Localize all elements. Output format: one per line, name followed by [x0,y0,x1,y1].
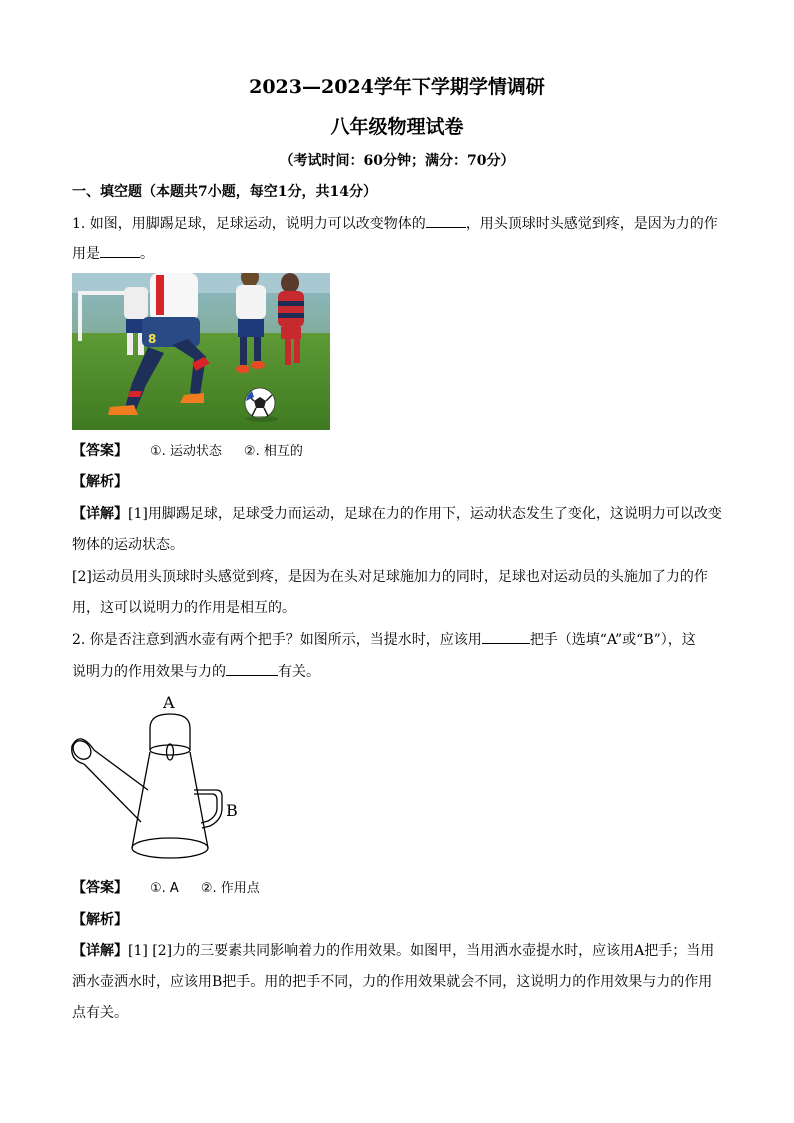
label-a: A [163,693,175,712]
section-heading: 一、填空题（本题共7小题，每空1分，共14分） [72,184,377,200]
q2-analysis-label: 【解析】 [72,912,128,928]
watering-can-diagram [70,690,250,865]
q2-detail-line3: 点有关。 [72,1005,128,1021]
detail-label: 【详解】 [72,943,128,959]
q1-stem-line2 [72,243,722,264]
q1-text: 用是 [72,246,100,262]
q2-blank-2[interactable] [226,661,278,676]
soccer-photo-illustration [72,273,330,430]
q1-answer-1: ①. 运动状态 [150,444,222,459]
exam-info: （考试时间：60分钟；满分：70分） [279,153,515,169]
q1-text: ，用头顶球时头感觉到疼，是因为力的作 [465,216,718,232]
soccer-photo [72,273,330,430]
q1-text: 1. 如图，用脚踢足球，足球运动，说明力可以改变物体的 [72,216,426,232]
detail-label: 【详解】 [72,506,128,522]
exam-title: 2023—2024学年下学期学情调研 [249,76,545,98]
q1-detail-line2: 物体的运动状态。 [72,537,184,553]
watering-can-figure [70,690,250,865]
q2-blank-1[interactable] [482,629,530,644]
q2-detail-line1 [72,941,722,961]
label-b: B [226,801,238,820]
q1-analysis-label: 【解析】 [72,474,128,490]
q2-detail-line2: 洒水壶洒水时，应该用B把手。用的把手不同，力的作用效果就会不同，这说明力的作用效果与力的作用 [72,974,713,990]
q2-answer [72,878,722,899]
q2-text: 把手（选填“A”或“B”），这 [529,632,696,648]
q1-detail-text: [1]用脚踢足球，足球受力而运动，足球在力的作用下，运动状态发生了变化，这说明力可以改变 [128,506,722,522]
q2-text: 2. 你是否注意到洒水壶有两个把手？如图所示，当提水时，应该用 [72,632,482,648]
q1-stem-line1 [72,213,722,234]
answer-label: 【答案】 [72,443,128,459]
jersey-number: 8 [148,332,157,346]
q1-answer [72,441,722,462]
q2-detail-text: [1] [2]力的三要素共同影响着力的作用效果。如图甲，当用洒水壶提水时，应该用A把手；当用 [128,943,715,959]
q1-detail-line1 [72,504,722,524]
q1-blank-2[interactable] [100,243,140,258]
q1-text: 。 [140,246,154,262]
q1-answer-2: ②. 相互的 [243,444,303,459]
q2-text: 说明力的作用效果与力的 [72,664,226,680]
q1-detail-line3: [2]运动员用头顶球时头感觉到疼，是因为在头对足球施加力的同时，足球也对运动员的头施加了力的作 [72,569,708,585]
q2-answer-1: ①. A [150,881,179,896]
q1-detail-line4: 用，这可以说明力的作用是相互的。 [72,600,296,616]
q2-text: 有关。 [278,664,320,680]
answer-label: 【答案】 [72,880,128,896]
q2-answer-2: ②. 作用点 [200,881,260,896]
exam-subtitle: 八年级物理试卷 [330,116,464,138]
q2-stem-line2 [72,661,722,682]
q1-blank-1[interactable] [426,213,466,228]
q2-stem-line1 [72,629,722,650]
